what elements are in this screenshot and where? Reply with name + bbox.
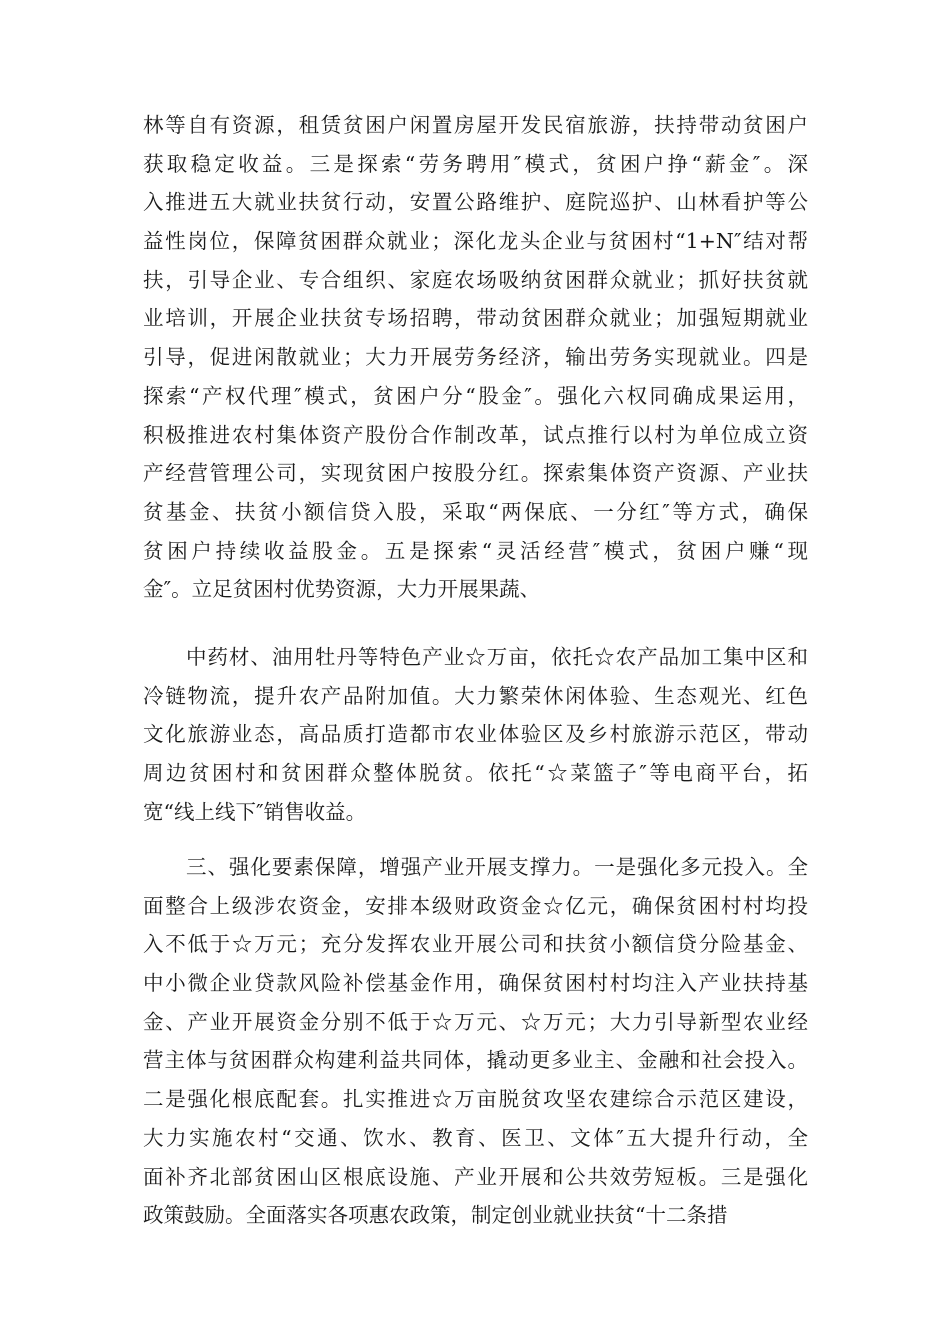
text-line: 扶，引导企业、专合组织、家庭农场吸纳贫困群众就业；抓好扶贫就 [143, 267, 808, 292]
text-line: 贫基金、扶贫小额信贷入股，采取“两保底、一分红″等方式，确保 [143, 499, 808, 524]
text-line: 引导，促进闲散就业；大力开展劳务经济，输出劳务实现就业。四是 [143, 345, 808, 370]
paragraph-specialty-industries [143, 638, 808, 831]
text-line: 宽“线上线下″销售收益。 [143, 799, 367, 824]
text-line: 大力实施农村“交通、饮水、教育、医卫、文体″五大提升行动，全 [143, 1125, 808, 1150]
text-line: 金″。立足贫困村优势资源，大力开展果蔬、 [143, 577, 541, 602]
text-line: 周边贫困村和贫困群众整体脱贫。依托“☆菜篮子″等电商平台，拓 [143, 761, 808, 786]
text-line: 三、强化要素保障，增强产业开展支撑力。一是强化多元投入。全 [143, 855, 808, 879]
text-line: 二是强化根底配套。扎实推进☆万亩脱贫攻坚农建综合示范区建设， [143, 1087, 808, 1112]
text-line: 金、产业开展资金分别不低于☆万元、☆万元；大力引导新型农业经 [143, 1009, 808, 1034]
text-line: 文化旅游业态，高品质打造都市农业体验区及乡村旅游示范区，带动 [143, 722, 808, 747]
text-line: 政策鼓励。全面落实各项惠农政策，制定创业就业扶贫“十二条措 [143, 1203, 728, 1228]
text-line: 探索“产权代理″模式，贫困户分“股金″。强化六权同确成果运用， [143, 383, 808, 408]
text-line: 面整合上级涉农资金，安排本级财政资金☆亿元，确保贫困村村均投 [143, 893, 808, 918]
paragraph-labor-equity-models [143, 106, 808, 609]
text-line: 中药材、油用牡丹等特色产业☆万亩，依托☆农产品加工集中区和 [143, 645, 808, 669]
text-line: 益性岗位，保障贫困群众就业；深化龙头企业与贫困村“1+N″结对帮 [143, 229, 808, 254]
text-line: 营主体与贫困群众构建利益共同体，撬动更多业主、金融和社会投入。 [143, 1048, 808, 1073]
text-line: 面补齐北部贫困山区根底设施、产业开展和公共效劳短板。三是强化 [143, 1164, 808, 1189]
text-line: 获取稳定收益。三是探索“劳务聘用″模式，贫困户挣“薪金″。深 [143, 151, 808, 176]
text-line: 林等自有资源，租赁贫困户闲置房屋开发民宿旅游，扶持带动贫困户 [143, 113, 808, 137]
text-line: 冷链物流，提升农产品附加值。大力繁荣休闲体验、生态观光、红色 [143, 683, 808, 708]
text-line: 业培训，开展企业扶贫专场招聘，带动贫困群众就业；加强短期就业 [143, 306, 808, 331]
text-line: 积极推进农村集体资产股份合作制改革，试点推行以村为单位成立资 [143, 422, 808, 447]
text-line: 中小微企业贷款风险补偿基金作用，确保贫困村村均注入产业扶持基 [143, 971, 808, 996]
text-line: 入不低于☆万元；充分发挥农业开展公司和扶贫小额信贷分险基金、 [143, 932, 808, 957]
text-line: 产经营管理公司，实现贫困户按股分红。探索集体资产资源、产业扶 [143, 461, 808, 486]
paragraph-factor-guarantees [143, 848, 808, 1235]
text-line: 贫困户持续收益股金。五是探索“灵活经营″模式，贫困户赚“现 [143, 538, 808, 563]
text-line: 入推进五大就业扶贫行动，安置公路维护、庭院巡护、山林看护等公 [143, 190, 808, 215]
